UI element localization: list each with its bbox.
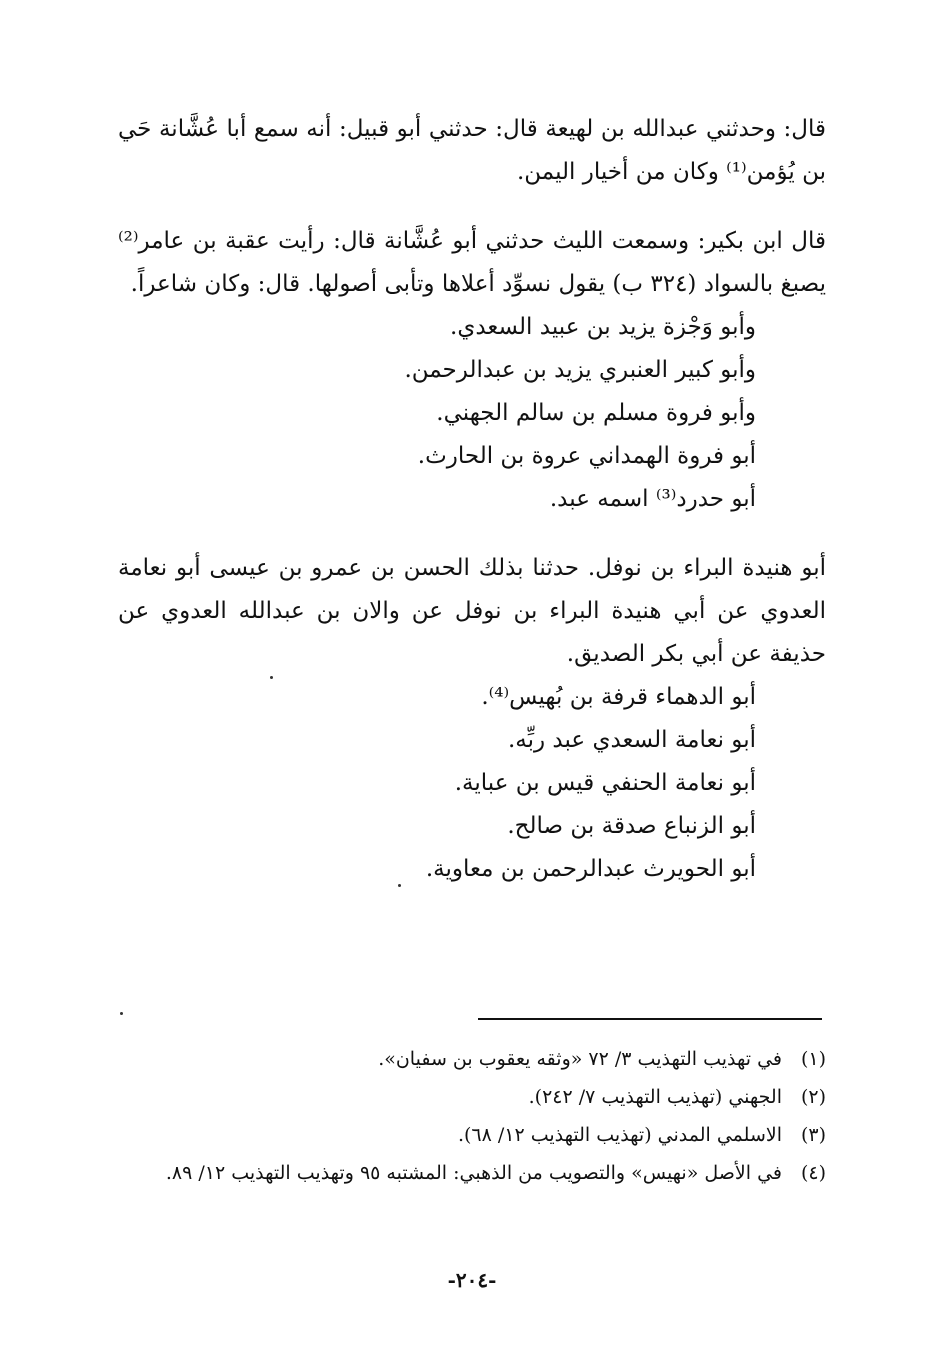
footnote-4	[118, 1154, 826, 1192]
list-item: وأبو كبير العنبري يزيد بن عبدالرحمن.	[404, 357, 756, 383]
footnote-3	[118, 1116, 826, 1154]
list-item: أبو حدرد⁽³⁾ اسمه عبد.	[549, 486, 756, 512]
footnote-text: في تهذيب التهذيب ٣/ ٧٢ «وثقه يعقوب بن سفيان».	[378, 1048, 782, 1070]
footnotes	[118, 1040, 826, 1192]
footnote-text: الاسلمي المدني (تهذيب التهذيب ١٢/ ٦٨).	[457, 1124, 782, 1146]
scan-speck	[270, 676, 273, 679]
paragraph-3: أبو هنيدة البراء بن نوفل. حدثنا بذلك الحسن بن عمرو بن عيسى أبو نعامة العدوي عن أبي هنيدة البراء بن نوفل عن والان بن عبدالله العدوي عن حذيفة عن أبي بكر الصديق.	[118, 555, 826, 667]
main-text	[118, 108, 826, 891]
footnote-2	[118, 1078, 826, 1116]
scan-speck	[120, 1012, 123, 1015]
footnote-number: (٢)	[800, 1086, 826, 1108]
list-item: أبو نعامة السعدي عبد ربِّه.	[507, 727, 756, 753]
paragraph-2: قال ابن بكير: وسمعت الليث حدثني أبو عُشَّانة قال: رأيت عقبة بن عامر⁽²⁾ يصبغ بالسواد (٣٢٤ ب) يقول نسوِّد أعلاها وتأبى أصولها. قال: وكان شاعراً.	[118, 228, 826, 297]
list-item: وأبو وَجْزة يزيد بن عبيد السعدي.	[450, 314, 756, 340]
scan-speck	[398, 884, 401, 887]
list-item: أبو نعامة الحنفي قيس بن عباية.	[454, 770, 756, 796]
name-list-1	[118, 306, 826, 521]
paragraph-1: قال: وحدثني عبدالله بن لهيعة قال: حدثني أبو قبيل: أنه سمع أبا عُشَّانة حَي بن يُؤمن⁽¹⁾ وكان من أخيار اليمن.	[118, 116, 826, 185]
footnote-divider	[478, 1018, 822, 1020]
page-number: -٢٠٤-	[447, 1268, 497, 1292]
list-item: أبو فروة الهمداني عروة بن الحارث.	[417, 443, 756, 469]
list-item: أبو الزنباع صدقة بن صالح.	[507, 813, 756, 839]
list-item: أبو الدهماء قرفة بن بُهيس⁽⁴⁾.	[481, 684, 756, 710]
footnote-1	[118, 1040, 826, 1078]
footnote-text: في الأصل «نهيس» والتصويب من الذهبي: المشتبه ٩٥ وتهذيب التهذيب ١٢/ ٨٩.	[165, 1162, 782, 1184]
footnote-text: الجهني (تهذيب التهذيب ٧/ ٢٤٢).	[528, 1086, 782, 1108]
footnote-number: (١)	[800, 1048, 826, 1070]
footnote-number: (٤)	[800, 1162, 826, 1184]
list-item: أبو الحويرث عبدالرحمن بن معاوية.	[425, 856, 756, 882]
footnote-number: (٣)	[800, 1124, 826, 1146]
name-list-2	[118, 676, 826, 891]
list-item: وأبو فروة مسلم بن سالم الجهني.	[436, 400, 756, 426]
